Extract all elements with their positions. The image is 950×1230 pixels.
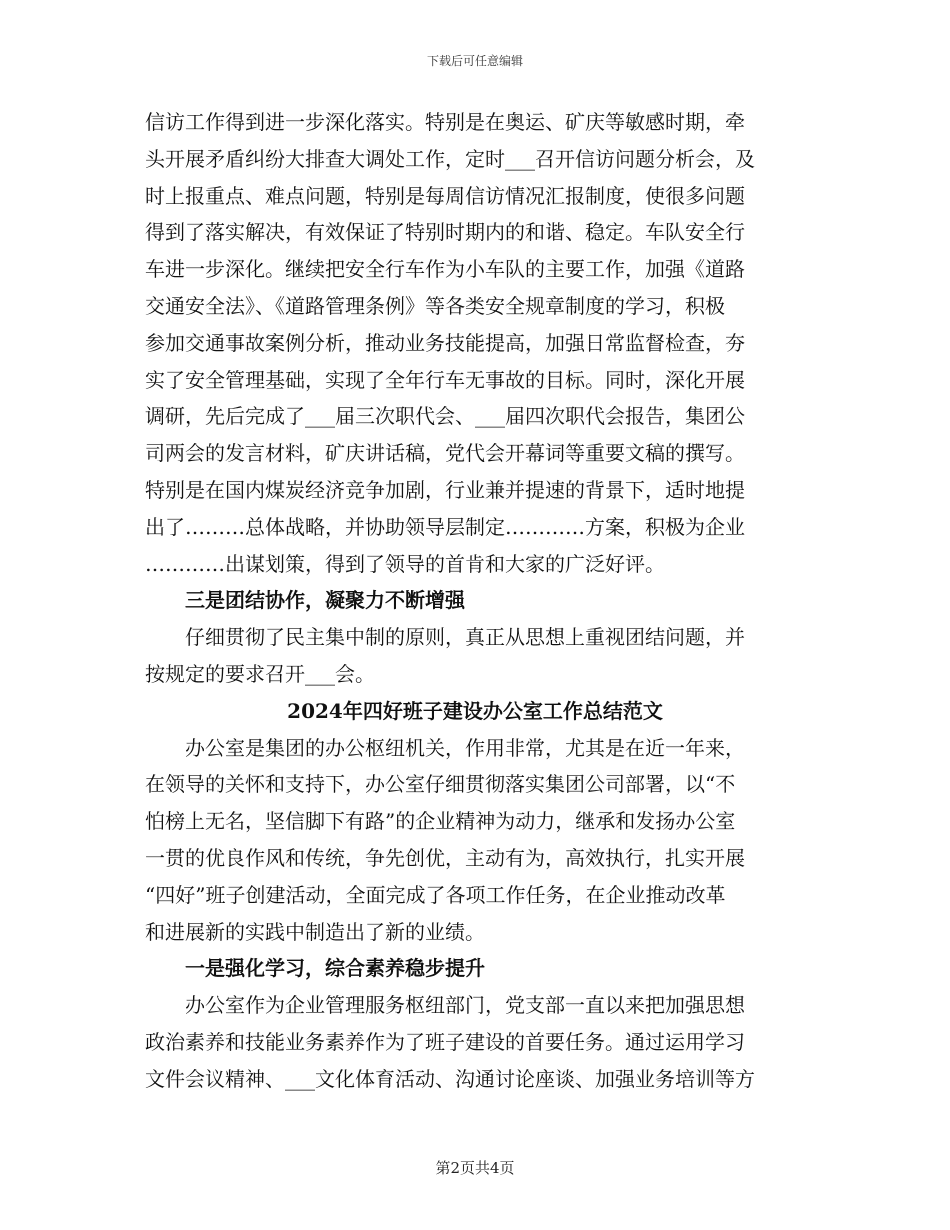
body-line: 在领导的关怀和支持下，办公室仔细贯彻落实集团公司部署，以“不 <box>145 772 736 797</box>
document-body <box>145 104 805 1098</box>
body-line: 特别是在国内煤炭经济竞争加剧，行业兼并提速的背景下，适时地提 <box>145 477 745 502</box>
body-line: 调研，先后完成了___届三次职代会、___届四次职代会报告，集团公 <box>145 404 745 429</box>
body-line: 头开展矛盾纠纷大排查大调处工作，定时___召开信访问题分析会，及 <box>145 146 755 171</box>
body-line: 出了………总体战略，并协助领导层制定…………方案，积极为企业 <box>145 514 745 539</box>
body-line: “四好”班子创建活动，全面完成了各项工作任务，在企业推动改革 <box>145 882 726 907</box>
body-line: 车进一步深化。继续把安全行车作为小车队的主要工作，加强《道路 <box>145 257 745 282</box>
document-title: 2024年四好班子建设办公室工作总结范文 <box>287 698 663 723</box>
body-line: …………出谋划策，得到了领导的首肯和大家的广泛好评。 <box>145 551 665 576</box>
body-line: 得到了落实解决，有效保证了特别时期内的和谐、稳定。车队安全行 <box>145 220 745 245</box>
body-line: 信访工作得到进一步深化落实。特别是在奥运、矿庆等敏感时期，牵 <box>145 110 745 134</box>
body-line: 参加交通事故案例分析，推动业务技能提高，加强日常监督检查，夯 <box>145 330 745 355</box>
body-line: 司两会的发言材料，矿庆讲话稿，党代会开幕词等重要文稿的撰写。 <box>145 441 745 466</box>
section-heading: 一是强化学习，综合素养稳步提升 <box>185 956 485 981</box>
page-header: 下载后可任意编辑 <box>426 54 523 68</box>
page-footer: 第2页共4页 <box>435 1159 515 1177</box>
body-line: 政治素养和技能业务素养作为了班子建设的首要任务。通过运用学习 <box>145 1029 745 1054</box>
body-line: 交通安全法》、《道路管理条例》等各类安全规章制度的学习，积极 <box>145 293 725 318</box>
body-line: 仔细贯彻了民主集中制的原则，真正从思想上重视团结问题，并 <box>185 625 745 650</box>
body-line: 文件会议精神、___文化体育活动、沟通讨论座谈、加强业务培训等方 <box>145 1066 755 1091</box>
body-line: 办公室作为企业管理服务枢纽部门，党支部一直以来把加强思想 <box>185 993 745 1018</box>
body-line: 和进展新的实践中制造出了新的业绩。 <box>145 919 485 944</box>
body-line: 一贯的优良作风和传统，争先创优，主动有为，高效执行，扎实开展 <box>145 845 745 870</box>
body-line: 怕榜上无名，坚信脚下有路”的企业精神为动力，继承和发扬办公室 <box>145 809 736 834</box>
body-line: 时上报重点、难点问题，特别是每周信访情况汇报制度，使很多问题 <box>145 183 745 208</box>
section-heading: 三是团结协作，凝聚力不断增强 <box>185 588 465 613</box>
body-line: 按规定的要求召开___会。 <box>145 661 375 686</box>
body-line: 办公室是集团的办公枢纽机关，作用非常，尤其是在近一年来， <box>185 735 745 760</box>
body-line: 实了安全管理基础，实现了全年行车无事故的目标。同时，深化开展 <box>145 367 745 392</box>
